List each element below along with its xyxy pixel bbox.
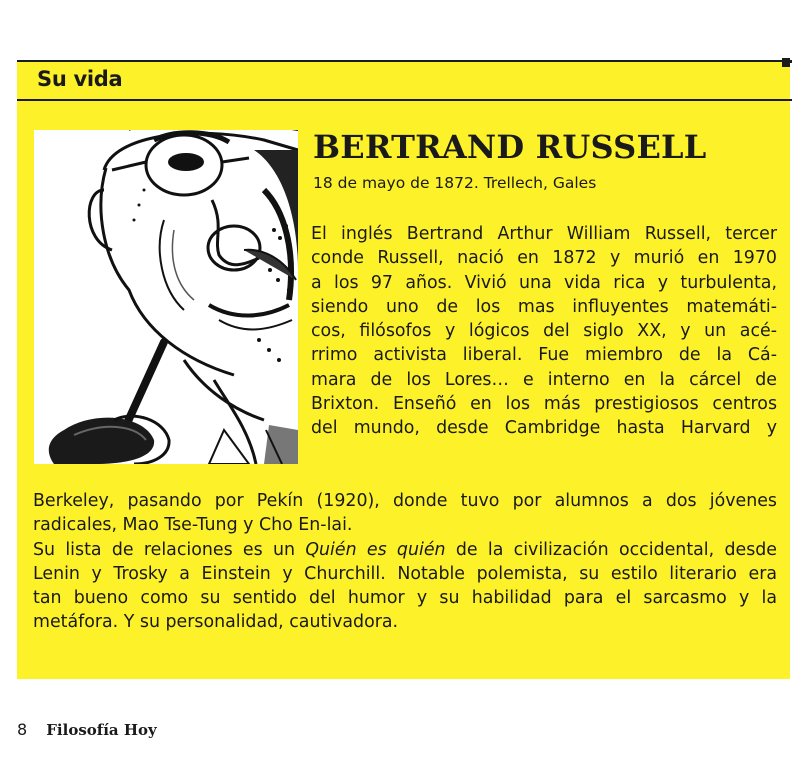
bio-line: tan bueno como su sentido del humor y su habilidad para el sarcasmo y la (33, 588, 777, 609)
bio-text-full-width (33, 489, 777, 635)
birth-info: 18 de mayo de 1872. Trellech, Gales (313, 174, 597, 192)
header-rule (17, 99, 792, 101)
bio-text-beside-portrait (311, 222, 777, 441)
portrait-caricature (34, 130, 298, 464)
bio-line: El inglés Bertrand Arthur William Russell, tercer (311, 224, 777, 244)
bio-line: Brixton. Enseñó en los más prestigiosos centros (311, 394, 777, 415)
page-footer (17, 720, 157, 739)
bio-line: siendo uno de los mas influyentes matemáti- (311, 296, 777, 317)
bio-line: Lenin y Trosky a Einstein y Churchill. Notable polemista, su estilo literario era (33, 563, 777, 584)
bio-line: Berkeley, pasando por Pekín (1920), donde tuvo por alumnos a dos jóvenes (33, 491, 777, 511)
italic-title: Quién es quién (305, 539, 446, 560)
bio-line: mara de los Lores… e interno en la cárcel de (311, 369, 777, 390)
section-title: Su vida (37, 67, 123, 91)
bio-line: cos, filósofos y lógicos del siglo XX, y un acé- (311, 321, 777, 342)
person-name: BERTRAND RUSSELL (313, 128, 707, 166)
portrait-illustration (34, 130, 298, 464)
bio-line: del mundo, desde Cambridge hasta Harvard y (311, 418, 777, 439)
bio-line: conde Russell, nació en 1872 y murió en 1970 (311, 248, 777, 269)
bio-fragment: Su lista de relaciones es un (33, 539, 306, 560)
magazine-name: Filosofía Hoy (46, 721, 157, 739)
page-number: 8 (17, 720, 28, 739)
bio-line-with-italic (33, 538, 777, 562)
bio-line: rrimo activista liberal. Fue miembro de la Cá- (311, 345, 777, 366)
bio-fragment: de la civilización occidental, desde (445, 539, 777, 560)
corner-mark (782, 58, 790, 67)
bio-line: a los 97 años. Vivió una vida rica y turbulenta, (311, 272, 777, 293)
bio-line: radicales, Mao Tse-Tung y Cho En-lai. (33, 515, 353, 536)
bio-line: metáfora. Y su personalidad, cautivadora. (33, 612, 399, 633)
